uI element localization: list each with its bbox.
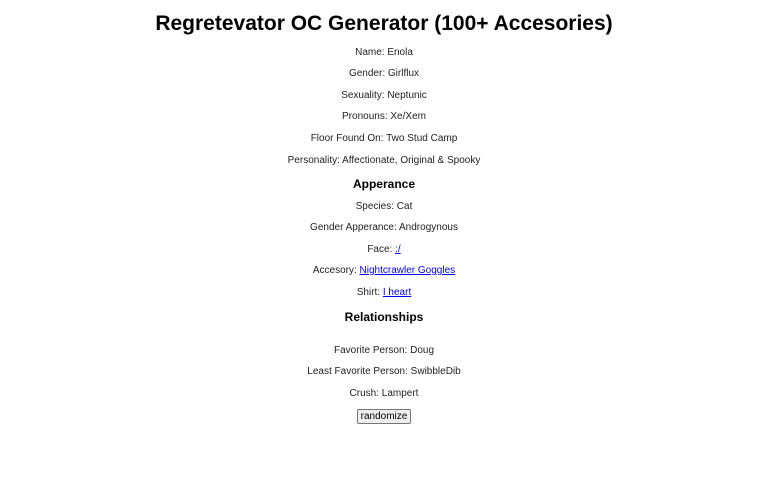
accessory-label: Accesory: bbox=[312, 265, 357, 276]
gender-row bbox=[0, 68, 768, 80]
pronouns-label: Pronouns: bbox=[342, 111, 388, 122]
floor-label: Floor Found On: bbox=[310, 133, 384, 144]
gender-appearance-value: Androgynous bbox=[399, 222, 458, 233]
personality-row bbox=[0, 155, 768, 167]
floor-row bbox=[0, 133, 768, 145]
face-link[interactable]: :/ bbox=[395, 244, 401, 255]
page-title: Regretevator OC Generator (100+ Accesories) bbox=[155, 12, 613, 35]
appearance-heading: Apperance bbox=[352, 177, 416, 191]
least-favorite-person-label: Least Favorite Person: bbox=[307, 366, 408, 377]
sexuality-value: Neptunic bbox=[387, 90, 427, 101]
favorite-person-row bbox=[0, 345, 768, 357]
name-label: Name: bbox=[355, 47, 385, 58]
face-label: Face: bbox=[367, 244, 393, 255]
shirt-label: Shirt: bbox=[356, 287, 381, 298]
crush-label: Crush: bbox=[349, 388, 379, 399]
gender-label: Gender: bbox=[348, 68, 386, 79]
least-favorite-person-row bbox=[0, 366, 768, 378]
accessory-link[interactable]: Nightcrawler Goggles bbox=[359, 265, 456, 276]
sexuality-label: Sexuality: bbox=[341, 90, 385, 101]
floor-value: Two Stud Camp bbox=[386, 133, 458, 144]
name-row bbox=[0, 47, 768, 59]
gender-value: Girlflux bbox=[387, 68, 420, 79]
shirt-link[interactable]: I heart bbox=[382, 287, 412, 298]
gender-appearance-label: Gender Apperance: bbox=[310, 222, 397, 233]
shirt-row bbox=[0, 287, 768, 299]
face-row bbox=[0, 244, 768, 256]
pronouns-row bbox=[0, 111, 768, 123]
species-row bbox=[0, 201, 768, 213]
least-favorite-person-value: SwibbleDib bbox=[410, 366, 461, 377]
favorite-person-value: Doug bbox=[410, 345, 435, 356]
species-label: Species: bbox=[355, 201, 394, 212]
gender-appearance-row bbox=[0, 222, 768, 234]
accessory-row bbox=[0, 265, 768, 277]
relationships-heading: Relationships bbox=[344, 310, 424, 324]
pronouns-value: Xe/Xem bbox=[390, 111, 426, 122]
favorite-person-label: Favorite Person: bbox=[333, 345, 408, 356]
name-value: Enola bbox=[387, 47, 413, 58]
sexuality-row bbox=[0, 90, 768, 102]
personality-label: Personality: bbox=[287, 155, 340, 166]
personality-value: Affectionate, Original & Spooky bbox=[342, 155, 481, 166]
species-value: Cat bbox=[396, 201, 413, 212]
crush-value: Lampert bbox=[381, 388, 419, 399]
crush-row bbox=[0, 388, 768, 400]
randomize-button[interactable]: randomize bbox=[357, 409, 411, 424]
